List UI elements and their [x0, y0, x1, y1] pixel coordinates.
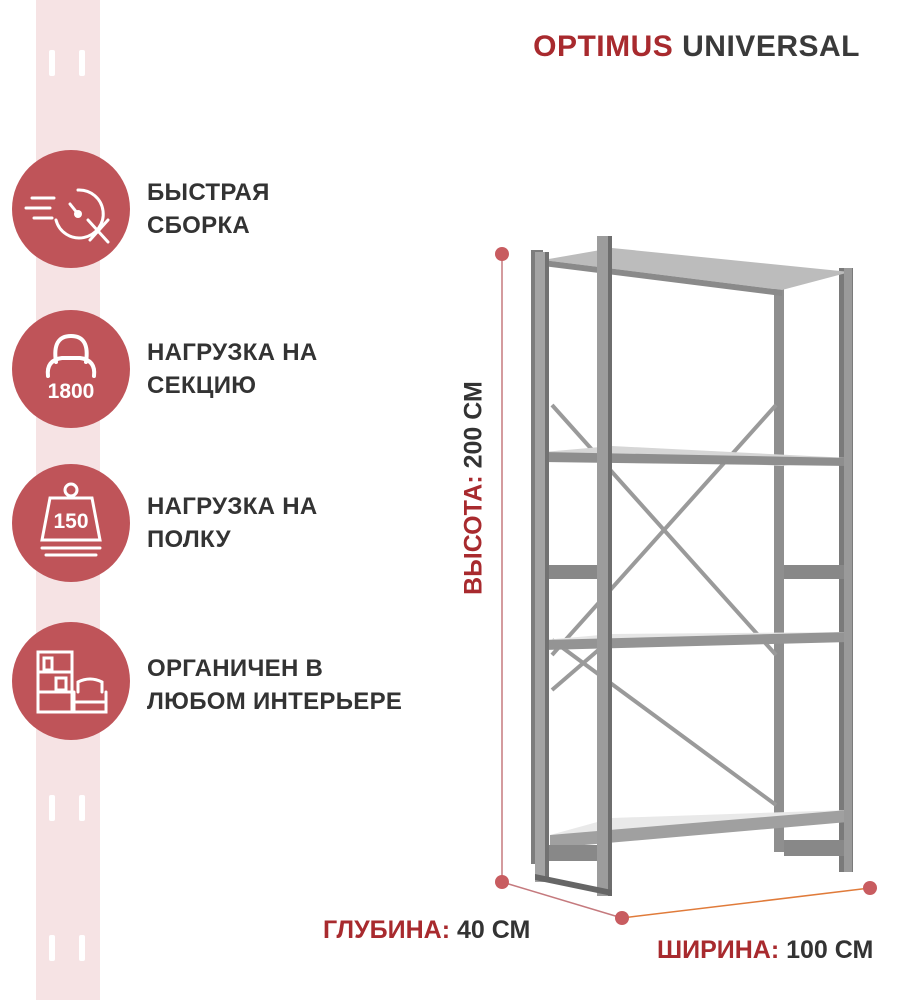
- depth-key: ГЛУБИНА:: [323, 916, 451, 944]
- feature-line: СЕКЦИЮ: [147, 372, 257, 399]
- width-label: [657, 936, 873, 965]
- feature-line: СБОРКА: [147, 212, 251, 239]
- feature-line: НАГРУЗКА НА: [147, 493, 318, 520]
- title-model: UNIVERSAL: [682, 30, 860, 63]
- feature-line: ОРГАНИЧЕН В: [147, 655, 324, 682]
- width-key: ШИРИНА:: [657, 936, 780, 964]
- section-load-value: 1800: [47, 380, 95, 403]
- shelves: [543, 248, 850, 848]
- shelf-load-value: 150: [53, 510, 89, 533]
- feature-line: БЫСТРАЯ: [147, 179, 270, 206]
- width-value: 100 СМ: [786, 936, 874, 964]
- feature-line: ЛЮБОМ ИНТЕРЬЕРЕ: [147, 688, 403, 715]
- height-label: [460, 381, 489, 595]
- feature-line: ПОЛКУ: [147, 526, 231, 553]
- title-brand: OPTIMUS: [533, 30, 674, 63]
- feature-line: НАГРУЗКА НА: [147, 339, 318, 366]
- height-key: ВЫСОТА:: [459, 475, 488, 595]
- depth-label: [323, 916, 530, 945]
- height-value: 200 СМ: [459, 381, 488, 469]
- depth-value: 40 СМ: [456, 916, 531, 944]
